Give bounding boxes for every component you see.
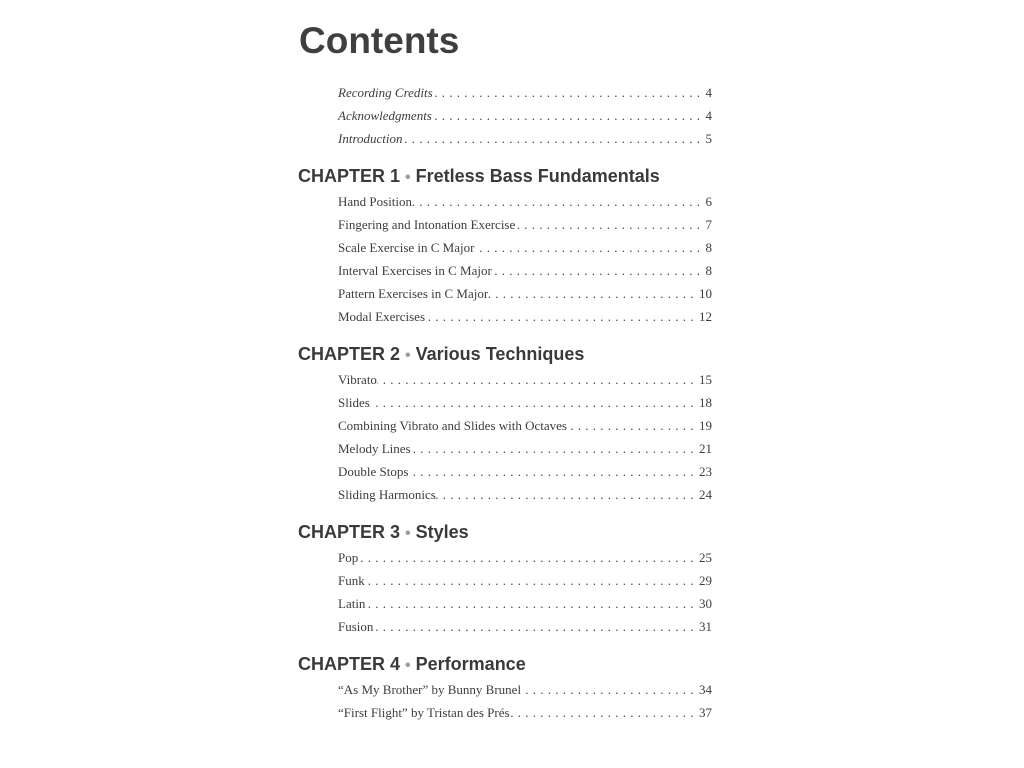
table-of-contents (298, 81, 712, 724)
chapter-heading (298, 653, 712, 675)
entry-page-number: 19 (699, 418, 712, 433)
toc-entry (338, 615, 712, 638)
entry-page-number: 30 (699, 596, 712, 611)
toc-entry (338, 368, 712, 391)
dot-leader (432, 104, 706, 127)
entry-title: Funk (338, 573, 365, 588)
toc-entry (338, 391, 712, 414)
entry-page-number: 18 (699, 395, 712, 410)
toc-entry (338, 414, 712, 437)
entry-page-number: 25 (699, 550, 712, 565)
entry-title: Pattern Exercises in C Major (338, 286, 489, 301)
toc-entry (338, 546, 712, 569)
entry-page-number: 37 (699, 705, 712, 720)
dot-leader (365, 592, 699, 615)
chapter-entry-list (338, 678, 712, 724)
dot-leader (433, 81, 706, 104)
chapter-entry-list (338, 546, 712, 638)
dot-leader (377, 368, 699, 391)
toc-entry (338, 460, 712, 483)
chapter-heading (298, 343, 712, 365)
chapter-section (298, 343, 712, 506)
entry-page-number: 24 (699, 487, 712, 502)
front-matter-list (338, 81, 712, 150)
entry-page-number: 4 (705, 85, 712, 100)
dot-leader (373, 615, 699, 638)
chapter-section (298, 521, 712, 638)
dot-leader (521, 678, 699, 701)
dot-leader (365, 569, 699, 592)
toc-entry (338, 678, 712, 701)
entry-page-number: 7 (705, 217, 712, 232)
dot-leader (567, 414, 699, 437)
toc-entry (338, 236, 712, 259)
bullet-separator: • (405, 525, 411, 542)
entry-page-number: 23 (699, 464, 712, 479)
bullet-separator: • (405, 169, 411, 186)
entry-title: Latin (338, 596, 366, 611)
toc-entry (338, 305, 712, 328)
dot-leader (425, 305, 699, 328)
entry-page-number: 4 (705, 108, 712, 123)
entry-page-number: 8 (705, 263, 712, 278)
entry-page-number: 8 (705, 240, 712, 255)
dot-leader (515, 213, 705, 236)
entry-title: Melody Lines (338, 441, 411, 456)
entry-title: Double Stops (338, 464, 409, 479)
bullet-separator: • (405, 657, 411, 674)
toc-entry (338, 104, 712, 127)
chapter-entry-list (338, 190, 712, 328)
entry-page-number: 15 (699, 372, 712, 387)
chapter-heading (298, 521, 712, 543)
dot-leader (411, 437, 699, 460)
entry-title: Interval Exercises in C Major (338, 263, 492, 278)
toc-entry (338, 483, 712, 506)
entry-page-number: 5 (705, 131, 712, 146)
entry-title: Recording Credits (338, 85, 433, 100)
entry-title: Scale Exercise in C Major (338, 240, 475, 255)
toc-entry (338, 190, 712, 213)
entry-title: Pop (338, 550, 359, 565)
toc-entry (338, 437, 712, 460)
chapter-label: CHAPTER 2 (298, 344, 401, 364)
entry-page-number: 10 (699, 286, 712, 301)
entry-page-number: 31 (699, 619, 712, 634)
toc-entry (338, 259, 712, 282)
chapter-title: Fretless Bass Fundamentals (415, 166, 660, 186)
dot-leader (436, 483, 699, 506)
toc-entry (338, 127, 712, 150)
entry-title: “As My Brother” by Bunny Brunel (338, 682, 522, 697)
chapter-section (298, 165, 712, 328)
chapter-label: CHAPTER 1 (298, 166, 401, 186)
toc-entry (338, 282, 712, 305)
entry-page-number: 29 (699, 573, 712, 588)
toc-entry (338, 701, 712, 724)
chapter-title: Various Techniques (415, 344, 585, 364)
entry-title: Sliding Harmonics (338, 487, 436, 502)
dot-leader (488, 282, 699, 305)
dot-leader (510, 701, 699, 724)
page-title: Contents (299, 20, 460, 61)
entry-title: Vibrato (338, 372, 377, 387)
entry-title: Modal Exercises (338, 309, 426, 324)
bullet-separator: • (405, 347, 411, 364)
toc-entry (338, 569, 712, 592)
dot-leader (358, 546, 699, 569)
entry-page-number: 21 (699, 441, 712, 456)
chapter-section (298, 653, 712, 724)
toc-entry (338, 213, 712, 236)
dot-leader (408, 460, 699, 483)
dot-leader (403, 127, 706, 150)
entry-page-number: 6 (705, 194, 712, 209)
entry-title: Slides (338, 395, 370, 410)
entry-title: Fingering and Intonation Exercise (338, 217, 516, 232)
chapter-label: CHAPTER 4 (298, 654, 401, 674)
entry-title: Hand Position (338, 194, 413, 209)
dot-leader (370, 391, 699, 414)
entry-title: “First Flight” by Tristan des Prés (338, 705, 510, 720)
dot-leader (474, 236, 705, 259)
chapter-title: Performance (415, 654, 526, 674)
entry-page-number: 12 (699, 309, 712, 324)
entry-title: Introduction (338, 131, 403, 146)
entry-page-number: 34 (699, 682, 712, 697)
chapter-title: Styles (415, 522, 469, 542)
chapter-entry-list (338, 368, 712, 506)
chapter-heading (298, 165, 712, 187)
entry-title: Fusion (338, 619, 374, 634)
toc-entry (338, 81, 712, 104)
toc-entry (338, 592, 712, 615)
chapter-label: CHAPTER 3 (298, 522, 401, 542)
entry-title: Acknowledgments (338, 108, 432, 123)
dot-leader (492, 259, 706, 282)
dot-leader (412, 190, 705, 213)
entry-title: Combining Vibrato and Slides with Octaves (338, 418, 567, 433)
